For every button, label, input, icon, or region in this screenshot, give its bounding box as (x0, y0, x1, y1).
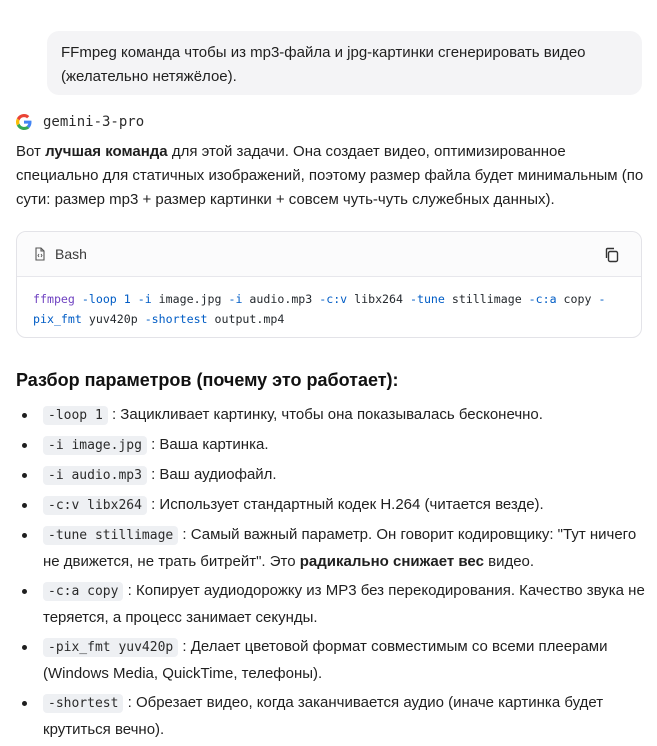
param-description: : Копирует аудиодорожку из MP3 без перекодирования. Качество звука не теряется, а процесс занимает секунды. (43, 582, 645, 626)
code-token: ffmpeg (33, 292, 75, 306)
file-code-icon (33, 247, 47, 261)
code-token: copy (556, 292, 599, 306)
code-token: -pix_fmt (33, 292, 606, 326)
code-header (17, 232, 641, 277)
param-description-end: видео. (483, 553, 535, 570)
code-token: -c:v (319, 292, 348, 306)
intro-text-rest: для этой задачи. Она создает видео, оптимизированное специально для статичных изображений, поэтому размер файла будет минимальным (по сути: размер mp3 + размер картинки + совсем чуть-чуть служебных данных). (16, 143, 644, 208)
param-description: : Ваш аудиофайл. (146, 466, 277, 483)
code-token: -loop 1 (81, 292, 131, 306)
code-token: audio.mp3 (242, 292, 320, 306)
param-code: -pix_fmt yuv420p (43, 638, 178, 657)
intro-paragraph (16, 140, 646, 212)
section-title: Разбор параметров (почему это работает): (16, 370, 399, 390)
param-description: : Ваша картинка. (146, 436, 269, 453)
model-name: gemini-3-pro (43, 114, 145, 130)
param-item (16, 690, 646, 743)
code-token: image.jpg (151, 292, 229, 306)
param-code: -shortest (43, 694, 123, 713)
param-bold: радикально снижает вес (299, 553, 484, 570)
code-token: -c:a (528, 292, 557, 306)
param-item (16, 492, 646, 519)
bullet-dot (22, 589, 27, 594)
param-description: : Использует стандартный кодек H.264 (читается везде). (146, 496, 544, 513)
intro-bold: лучшая команда (45, 143, 168, 160)
bullet-dot (22, 413, 27, 418)
param-description: : Обрезает видео, когда заканчивается аудио (иначе картинка будет крутиться вечно). (43, 694, 604, 738)
intro-text: Вот (16, 143, 46, 160)
bullet-dot (22, 503, 27, 508)
google-g-icon (16, 114, 32, 130)
code-token: output.mp4 (207, 312, 285, 326)
bullet-dot (22, 533, 27, 538)
code-token: -shortest (144, 312, 208, 326)
code-token: stillimage (444, 292, 529, 306)
code-token: -tune (409, 292, 445, 306)
param-item (16, 522, 646, 575)
param-description: : Самый важный параметр. Он говорит кодировщику: "Тут ничего не движется, не трать битрейт". Это (43, 526, 637, 570)
code-token: yuv420p (81, 312, 145, 326)
code-block (16, 231, 642, 338)
model-header (16, 112, 144, 132)
code-token: libx264 (347, 292, 410, 306)
bullet-dot (22, 645, 27, 650)
param-item (16, 578, 646, 631)
bullet-dot (22, 701, 27, 706)
param-item (16, 462, 646, 489)
param-code: -loop 1 (43, 406, 108, 425)
param-code: -c:v libx264 (43, 496, 147, 515)
param-description: : Зацикливает картинку, чтобы она показывалась бесконечно. (107, 406, 543, 423)
code-token (131, 292, 138, 306)
param-code: -i audio.mp3 (43, 466, 147, 485)
code-token: -i (137, 292, 152, 306)
user-message: FFmpeg команда чтобы из mp3-файла и jpg-картинки сгенерировать видео (желательно нетяжёлое). (47, 31, 642, 95)
copy-icon[interactable] (603, 246, 621, 264)
code-token (75, 292, 82, 306)
code-token: -i (228, 292, 243, 306)
param-item (16, 432, 646, 459)
param-description: : Делает цветовой формат совместимым со всеми плеерами (Windows Media, QuickTime, телефоны). (43, 638, 608, 682)
params-list (16, 402, 646, 746)
code-content[interactable] (17, 277, 641, 341)
param-code: -c:a copy (43, 582, 123, 601)
param-code: -i image.jpg (43, 436, 147, 455)
param-item (16, 402, 646, 429)
param-item (16, 634, 646, 687)
bullet-dot (22, 473, 27, 478)
code-language: Bash (55, 246, 87, 262)
bullet-dot (22, 443, 27, 448)
param-code: -tune stillimage (43, 526, 178, 545)
